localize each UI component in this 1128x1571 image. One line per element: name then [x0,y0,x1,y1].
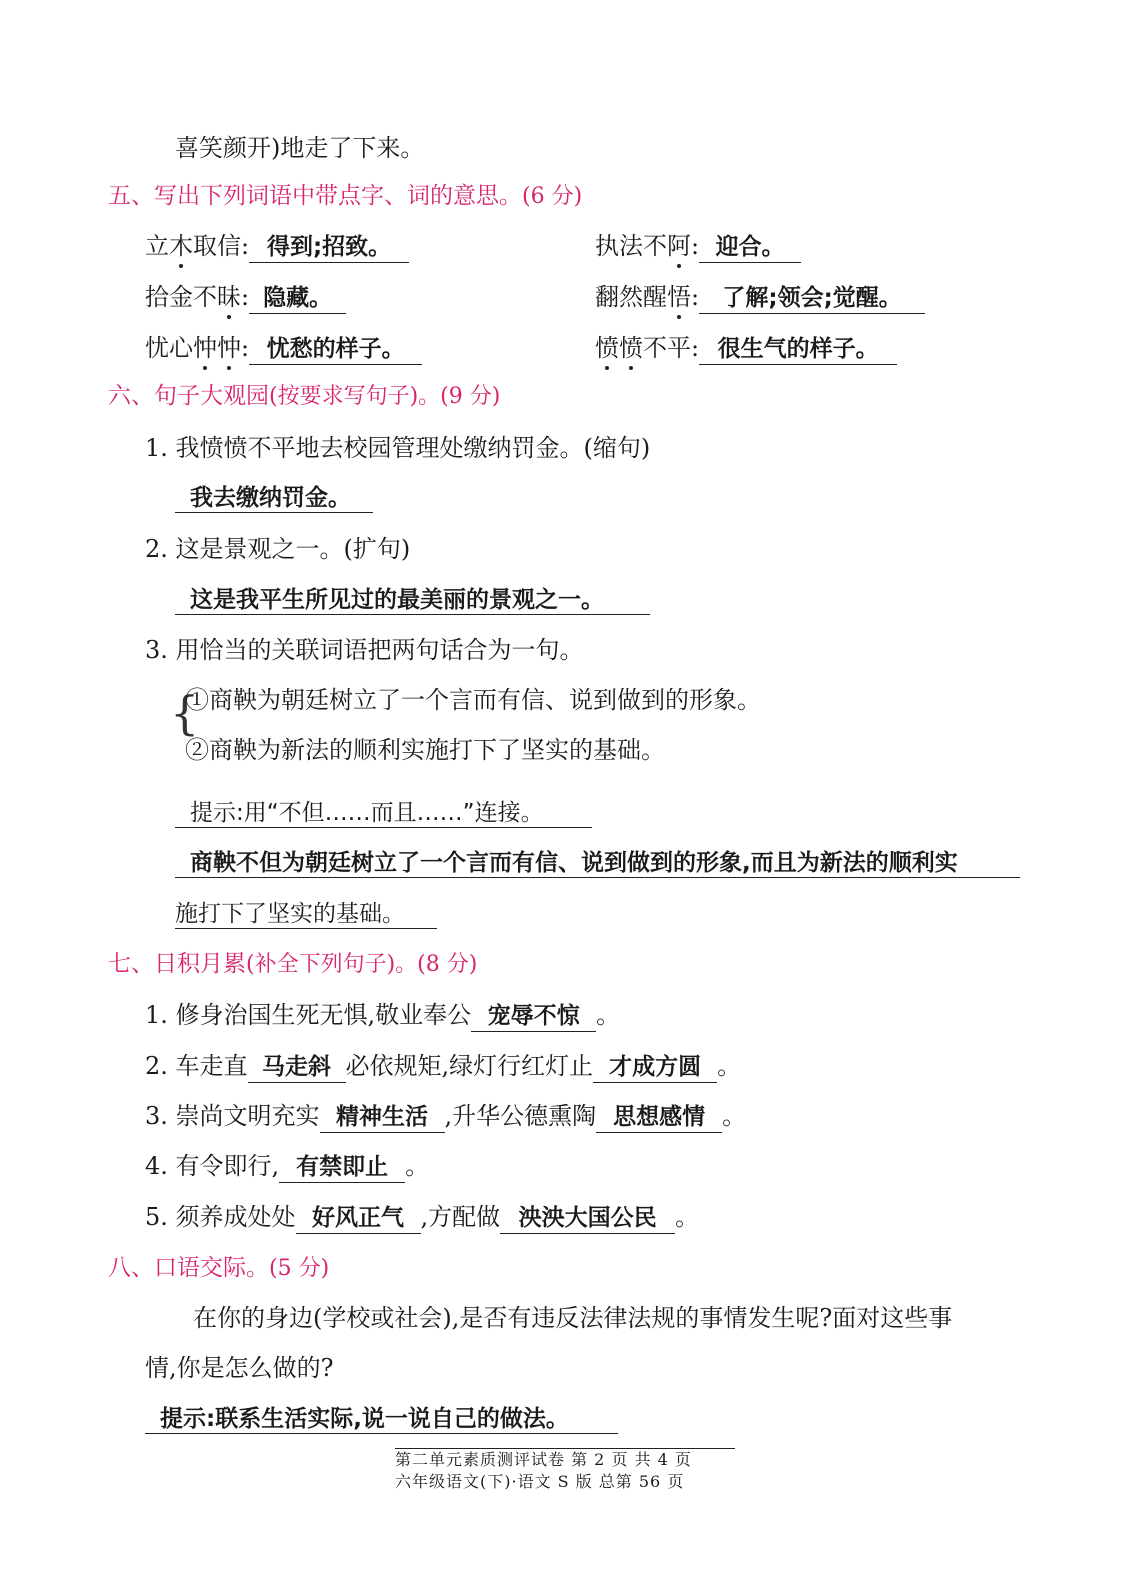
section-8-score: (5 分) [269,1256,330,1281]
question-text: 。 [596,1001,621,1029]
answer-blank[interactable]: 泱泱大国公民 [500,1203,675,1234]
question-text: 2. 车走直 [145,1052,248,1080]
vocab-dotted-char: 阿 [667,232,691,260]
section-5-heading [108,180,582,213]
question-text: 3. 崇尚文明充实 [145,1102,320,1130]
brace-symbol: { [170,686,200,740]
answer-underline [175,928,437,929]
section-7-score: 。(8 分) [395,952,478,977]
footer-divider [395,1448,735,1449]
answer-blank[interactable]: 忧愁的样子。 [249,334,422,365]
vocab-dotted-char: 木 [169,232,193,260]
vocab-item-3: 拾金不昧: 隐藏。 [145,281,346,314]
answer-6-3-line1[interactable]: 商鞅不但为朝廷树立了一个言而有信、说到做到的形象,而且为新法的顺利实 [190,850,958,876]
question-text: 1. 修身治国生死无惧,敬业奉公 [145,1001,472,1029]
section-6-heading [108,380,500,413]
section-6-title: 六、句子大观园 [108,383,269,409]
vocab-char: 金 [169,283,193,311]
question-text: 必依规矩,绿灯行红灯止 [345,1052,594,1080]
answer-blank[interactable]: 精神生活 [320,1102,445,1133]
answer-underline [175,827,592,828]
section-8-paragraph-1: 在你的身边(学校或社会),是否有违反法律法规的事情发生呢?面对这些事 [193,1304,953,1332]
vocab-item-5: 忧心忡忡: 忧愁的样子。 [145,332,422,365]
vocab-item-1: 立木取信: 得到;招致。 [145,230,409,263]
question-6-3: 3. 用恰当的关联词语把两句话合为一句。 [145,636,584,664]
question-6-2: 2. 这是景观之一。(扩句) [145,535,411,563]
vocab-dotted-char: 忡 [193,334,217,362]
continuation-text: 喜笑颜开)地走了下来。 [175,134,425,162]
section-8-title: 八、口语交际。 [108,1255,269,1281]
answer-6-1[interactable]: 我去缴纳罚金。 [190,485,351,511]
vocab-item-6: 愤愤不平: 很生气的样子。 [595,332,897,365]
section-7-title: 七、日积月累 [108,951,246,977]
question-7-1 [145,999,620,1032]
question-text: 4. 有令即行, [145,1152,280,1180]
section-7-instruction: (补全下列句子) [246,952,396,977]
answer-blank[interactable]: 好风正气 [296,1203,421,1234]
question-7-3 [145,1100,746,1133]
answer-blank[interactable]: 迎合。 [699,232,801,263]
question-text: ,升华公德熏陶 [444,1102,597,1130]
answer-blank[interactable]: 马走斜 [248,1052,346,1083]
vocab-char: 立 [145,232,169,260]
question-7-2 [145,1050,741,1083]
vocab-char: 不 [643,232,667,260]
section-6-instruction: (按要求写句子) [269,384,419,409]
sentence-2: ②商鞅为新法的顺利实施打下了坚实的基础。 [185,736,665,764]
answer-blank[interactable]: 得到;招致。 [249,232,409,263]
vocab-char: 翻 [595,283,619,311]
question-text: 5. 须养成处处 [145,1203,296,1231]
vocab-char: 执 [595,232,619,260]
vocab-char: 拾 [145,283,169,311]
answer-6-2[interactable]: 这是我平生所见过的最美丽的景观之一。 [190,587,604,613]
question-text: 。 [405,1152,430,1180]
section-5-score: (6 分) [522,184,583,209]
answer-blank[interactable]: 宠辱不惊 [471,1001,596,1032]
vocab-char: 然 [619,283,643,311]
answer-blank[interactable]: 才成方圆 [593,1052,717,1083]
question-text: 。 [717,1052,742,1080]
vocab-dotted-char: 悟 [667,283,691,311]
vocab-dotted-char: 昧 [217,283,241,311]
answer-blank[interactable]: 有禁即止 [279,1152,405,1183]
question-7-5 [145,1201,699,1234]
answer-blank[interactable]: 很生气的样子。 [699,334,897,365]
answer-blank[interactable]: 了解;领会;觉醒。 [699,283,925,314]
question-text: ,方配做 [420,1203,501,1231]
vocab-dotted-char: 忡 [217,334,241,362]
vocab-dotted-char: 愤 [595,334,619,362]
vocab-char: 平 [667,334,691,362]
vocab-item-4: 翻然醒悟: 了解;领会;觉醒。 [595,281,925,314]
footer-line-1: 第二单元素质测评试卷 第 2 页 共 4 页 [395,1450,692,1469]
vocab-char: 法 [619,232,643,260]
hint-6-3: 提示:用“不但……而且……”连接。 [190,800,544,826]
sentence-1: ①商鞅为朝廷树立了一个言而有信、说到做到的形象。 [185,686,761,714]
hint-8[interactable]: 提示:联系生活实际,说一说自己的做法。 [160,1406,569,1432]
vocab-char: 不 [643,334,667,362]
vocab-char: 醒 [643,283,667,311]
section-7-heading [108,948,477,981]
footer-line-2: 六年级语文(下)·语文 S 版 总第 56 页 [395,1472,685,1491]
vocab-char: 心 [169,334,193,362]
vocab-char: 不 [193,283,217,311]
section-8-heading [108,1252,329,1285]
answer-6-3-line2[interactable]: 施打下了坚实的基础。 [175,901,405,927]
answer-blank[interactable]: 隐藏。 [249,283,346,314]
answer-blank[interactable]: 思想感情 [596,1102,722,1133]
answer-underline [175,512,373,513]
question-text: 。 [675,1203,700,1231]
vocab-dotted-char: 愤 [619,334,643,362]
vocab-char: 信 [217,232,241,260]
section-5-title: 五、写出下列词语中带点字、词的意思。 [108,183,522,209]
question-6-1: 1. 我愤愤不平地去校园管理处缴纳罚金。(缩句) [145,434,651,462]
answer-underline [175,877,1020,878]
vocab-char: 忧 [145,334,169,362]
section-8-paragraph-2: 情,你是怎么做的? [145,1354,334,1382]
answer-underline [175,614,650,615]
vocab-char: 取 [193,232,217,260]
question-text: 。 [722,1102,747,1130]
section-6-score: 。(9 分) [418,384,501,409]
answer-underline [145,1433,618,1434]
question-7-4 [145,1150,429,1183]
vocab-item-2: 执法不阿: 迎合。 [595,230,801,263]
